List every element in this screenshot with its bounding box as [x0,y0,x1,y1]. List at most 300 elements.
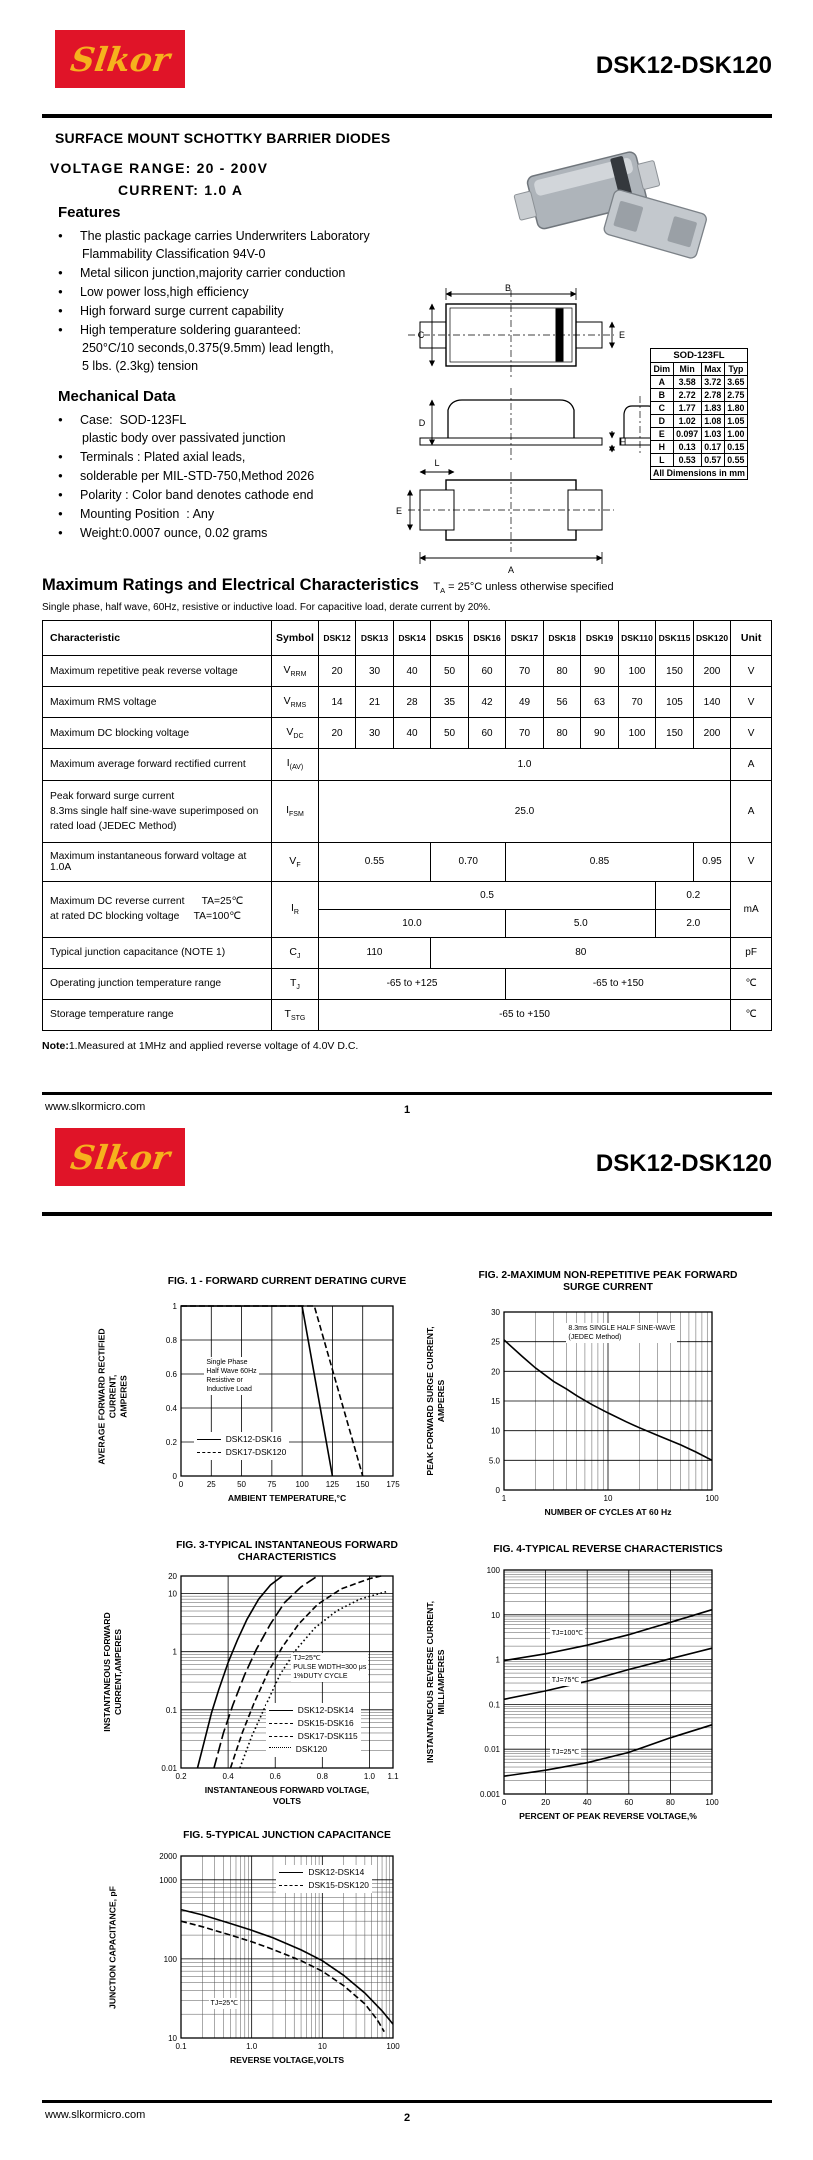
figure-5-junction-capacitance [85,1824,425,2076]
svg-text:0.8: 0.8 [316,1772,328,1781]
ratings-header-cell: DSK115 [656,621,694,656]
ratings-cell: 25.0 [318,780,731,842]
bullet-icon: ● [58,509,63,518]
svg-text:0.2: 0.2 [175,1772,187,1781]
dim-table-cell: 2.72 [673,389,701,402]
bullet-icon: ● [58,415,63,424]
bullet-item: ● Metal silicon junction,majority carrier conduction [58,266,346,280]
svg-text:0.6: 0.6 [165,1370,177,1379]
x-axis-label: AMBIENT TEMPERATURE,°C [227,1493,347,1503]
ratings-cell: ℃ [731,999,772,1030]
dim-table-header: Max [701,363,724,376]
legend-entry [197,1446,287,1459]
ratings-header-cell: DSK17 [506,621,544,656]
figure-title: FIG. 3-TYPICAL INSTANTANEOUS FORWARD CHARACTERISTICS [176,1540,398,1563]
ratings-cell: $V_{RMS}$ [272,687,319,718]
svg-text:0.01: 0.01 [484,1745,500,1755]
bullet-item: ● Low power loss,high efficiency [58,285,249,299]
ratings-header-cell: DSK120 [693,621,731,656]
svg-text:1.0: 1.0 [363,1772,376,1781]
dim-letter-A: A [507,565,515,575]
svg-text:10: 10 [491,1610,500,1620]
package-outline-drawing [388,276,663,578]
chart-series [504,1725,712,1776]
dim-letter-E2: E [395,506,403,516]
chart-canvas [408,1534,753,1844]
svg-text:100: 100 [295,1480,309,1489]
dim-table-cell: 1.02 [673,415,701,428]
svg-text:175: 175 [386,1480,400,1489]
svg-text:25: 25 [491,1337,500,1347]
dim-table-cell: A [651,376,674,389]
x-axis-label: INSTANTANEOUS FORWARD VOLTAGE, VOLTS [204,1785,370,1806]
dim-table-cell: 0.57 [701,454,724,467]
svg-text:10: 10 [168,1589,177,1599]
ratings-row [43,999,772,1030]
svg-text:0.1: 0.1 [165,1705,177,1715]
legend-entry [269,1743,358,1756]
dim-table-cell: 0.17 [701,441,724,454]
legend-label: DSK15-DSK120 [308,1880,369,1891]
ratings-cell: -65 to +150 [506,968,731,999]
mechanical-title: Mechanical Data [58,388,176,405]
svg-text:20: 20 [168,1572,177,1581]
ratings-header-cell: DSK13 [356,621,394,656]
svg-text:1: 1 [501,1494,507,1503]
dim-table-cell: 2.75 [724,389,747,402]
y-axis-label: INSTANTANEOUS FORWARD CURRENT,AMPERES [102,1612,123,1732]
brand-logo-2 [55,1128,185,1186]
ratings-cell: 90 [581,656,619,687]
dimension-table [650,348,748,480]
figure-title: FIG. 4-TYPICAL REVERSE CHARACTERISTICS [493,1544,723,1555]
chart-annotation: TJ=25℃ [551,1748,580,1756]
legend-line-sample [269,1710,293,1711]
ratings-cell: 50 [431,656,469,687]
dim-table-cell: E [651,428,674,441]
ratings-title: Maximum Ratings and Electrical Characteristics [42,576,419,594]
current-label: CURRENT: 1.0 A [118,182,244,198]
bullet-item: ● solderable per MIL-STD-750,Method 2026 [58,469,315,483]
ratings-cell: Maximum DC blocking voltage [43,718,272,749]
ratings-cell: 100 [618,718,656,749]
page-title-2: DSK12-DSK120 [595,1150,772,1177]
svg-text:100: 100 [705,1494,719,1503]
ratings-cell: 30 [356,656,394,687]
svg-text:0: 0 [178,1480,184,1489]
svg-text:75: 75 [267,1480,277,1489]
ratings-cell: -65 to +150 [318,999,731,1030]
page-title: DSK12-DSK120 [595,52,772,79]
ratings-cell: 60 [468,656,506,687]
ratings-cell: 20 [318,656,356,687]
dim-table-header: Typ [724,363,747,376]
bullet-icon: ● [58,231,63,240]
svg-text:50: 50 [237,1480,247,1489]
svg-text:2000: 2000 [159,1852,177,1861]
dim-letter-D: D [418,418,426,428]
ratings-row [43,780,772,842]
ratings-cell: 49 [506,687,544,718]
svg-text:0: 0 [172,1472,177,1481]
legend-entry [269,1717,358,1730]
ratings-condition: $T_A = 25^\circ C$ unless otherwise specified [433,581,614,596]
x-axis-label: PERCENT OF PEAK REVERSE VOLTAGE,% [519,1811,697,1821]
chart-annotation: TJ=100℃ [551,1630,584,1638]
legend-entry [197,1433,287,1446]
ratings-cell: $I_R$ [272,881,319,937]
ratings-cell: 150 [656,656,694,687]
chart-legend [194,1432,290,1460]
ratings-cell: 0.5 [318,881,656,909]
legend-label: DSK17-DSK115 [297,1730,358,1741]
ratings-cell: $C_J$ [272,937,319,968]
bullet-item: ● Mounting Position : Any [58,507,215,521]
package-3d-image [498,124,723,269]
ratings-cell: 70 [506,718,544,749]
ratings-row [43,937,772,968]
svg-text:25: 25 [206,1480,216,1489]
voltage-range-label: VOLTAGE RANGE: 20 - 200V [50,160,269,176]
chart-annotation: Single Phase Half Wave 60Hz Resistive or Inductive Load [206,1359,257,1393]
dim-letter-L: L [434,458,440,468]
chart-annotation: TJ=75℃ [551,1677,580,1685]
dim-table-cell: 3.72 [701,376,724,389]
ratings-row [43,718,772,749]
ratings-row [43,687,772,718]
svg-text:1: 1 [172,1647,177,1657]
dim-table-cell: H [651,441,674,454]
svg-text:15: 15 [491,1397,500,1406]
features-title: Features [58,204,121,221]
ratings-cell: A [731,749,772,780]
footer-url-1: www.slkormicro.com [45,1101,146,1113]
bullet-icon: ● [58,268,63,277]
chart-canvas [85,1534,425,1822]
svg-text:5.0: 5.0 [488,1456,500,1466]
legend-label: DSK15-DSK16 [297,1717,354,1728]
bullet-item: ● Terminals : Plated axial leads, [58,450,246,464]
chart-canvas [85,1272,425,1530]
bullet-item: ● The plastic package carries Underwriters Laboratory Flammability Classification 94V-0 [58,229,370,261]
legend-entry [279,1879,369,1892]
svg-text:30: 30 [491,1308,500,1317]
ratings-row [43,881,772,909]
footer-rule-1 [42,1092,772,1095]
ratings-cell: 200 [693,656,731,687]
bullet-icon: ● [58,306,63,315]
brand-logo-text-2: Slkor [67,1137,173,1177]
svg-text:0.1: 0.1 [488,1700,500,1710]
svg-text:10: 10 [317,2042,327,2051]
ratings-cell: 0.55 [318,842,431,881]
ratings-header-cell: DSK14 [393,621,431,656]
ratings-cell: Operating junction temperature range [43,968,272,999]
ratings-cell: 100 [618,656,656,687]
ratings-cell: 0.2 [656,881,731,909]
ratings-cell: 60 [468,718,506,749]
brand-logo [55,30,185,88]
ratings-cell: 21 [356,687,394,718]
dim-table-cell: 1.83 [701,402,724,415]
ratings-cell: 14 [318,687,356,718]
mechanical-list [58,411,408,542]
svg-text:1: 1 [172,1302,177,1311]
legend-entry [269,1730,358,1743]
figure-title: FIG. 1 - FORWARD CURRENT DERATING CURVE [167,1276,407,1287]
svg-text:10: 10 [168,2034,177,2043]
bullet-icon: ● [58,490,63,499]
legend-line-sample [269,1747,291,1752]
ratings-cell: pF [731,937,772,968]
ratings-cell: 80 [431,937,731,968]
ratings-cell: 2.0 [656,909,731,937]
dim-table-cell: 0.53 [673,454,701,467]
ratings-cell: 42 [468,687,506,718]
ratings-header-cell: DSK110 [618,621,656,656]
ratings-cell: 30 [356,718,394,749]
ratings-header-cell: DSK19 [581,621,619,656]
page-number-1: 1 [403,1104,411,1116]
svg-text:150: 150 [356,1480,370,1489]
svg-text:10: 10 [491,1426,500,1436]
figure-1-forward-current-derating [85,1272,425,1530]
ratings-cell: 110 [318,937,431,968]
ratings-header-cell: Unit [731,621,772,656]
chart-series [504,1610,712,1661]
bullet-item: ● High forward surge current capability [58,304,284,318]
legend-label: DSK12-DSK14 [297,1704,354,1715]
dim-table-header: Min [673,363,701,376]
ratings-cell: V [731,842,772,881]
chart-annotation: TJ=25℃ [210,1999,239,2007]
features-list [58,227,408,375]
svg-text:0.6: 0.6 [269,1772,281,1781]
ratings-cell: 28 [393,687,431,718]
ratings-cell: V [731,718,772,749]
svg-text:0.1: 0.1 [175,2042,187,2051]
footer-url-2: www.slkormicro.com [45,2109,146,2121]
legend-entry [269,1704,358,1717]
figure-title: FIG. 2-MAXIMUM NON-REPETITIVE PEAK FORWARD SURGE CURRENT [478,1270,738,1293]
dim-table-cell: 3.58 [673,376,701,389]
ratings-header-cell: Characteristic [43,621,272,656]
svg-text:20: 20 [541,1798,551,1807]
footer-rule-2 [42,2100,772,2103]
ratings-cell: 80 [543,718,581,749]
svg-text:0.4: 0.4 [165,1404,177,1413]
legend-line-sample [279,1872,303,1873]
ratings-header-cell: DSK16 [468,621,506,656]
y-axis-label: AVERAGE FORWARD RECTIFIED CURRENT, AMPERES [96,1328,129,1465]
ratings-cell: $T_J$ [272,968,319,999]
dim-table-cell: 1.08 [701,415,724,428]
ratings-cell: 35 [431,687,469,718]
ratings-cell: Maximum average forward rectified current [43,749,272,780]
ratings-cell: A [731,780,772,842]
svg-text:80: 80 [665,1798,675,1807]
svg-text:0.2: 0.2 [165,1438,177,1447]
ratings-cell: Typical junction capacitance (NOTE 1) [43,937,272,968]
chart-canvas [408,1264,753,1540]
svg-text:0.8: 0.8 [165,1336,177,1345]
ratings-cell: $V_F$ [272,842,319,881]
ratings-cell: $I_{FSM}$ [272,780,319,842]
dim-table-cell: 1.03 [701,428,724,441]
ratings-header-cell: DSK15 [431,621,469,656]
figure-4-reverse-characteristics [408,1534,753,1844]
bullet-icon: ● [58,528,63,537]
ratings-subtitle: Single phase, half wave, 60Hz, resistive or inductive load. For capacitive load, derate current by 20%. [42,602,491,614]
ratings-header-cell: DSK12 [318,621,356,656]
brand-logo-text: Slkor [67,39,173,79]
ratings-cell: -65 to +125 [318,968,506,999]
ratings-row [43,656,772,687]
bullet-item: ● Case: SOD-123FL plastic body over passivated junction [58,413,286,445]
legend-entry [279,1866,369,1879]
ratings-note: Note:1.Measured at 1MHz and applied reverse voltage of 4.0V D.C. [42,1039,359,1052]
svg-text:1000: 1000 [159,1875,177,1885]
svg-text:125: 125 [325,1480,340,1489]
dim-table-header: Dim [651,363,674,376]
ratings-cell: 80 [543,656,581,687]
svg-text:0.01: 0.01 [161,1764,177,1773]
legend-line-sample [197,1452,221,1453]
dim-letter-E: E [618,330,626,340]
dim-table-cell: D [651,415,674,428]
dim-letter-C: C [417,330,425,340]
ratings-cell: 50 [431,718,469,749]
dim-table-cell: 1.77 [673,402,701,415]
header-rule [42,114,772,118]
dim-table-cell: 0.55 [724,454,747,467]
ratings-cell: 1.0 [318,749,731,780]
ratings-cell: 140 [693,687,731,718]
ratings-cell: 40 [393,656,431,687]
x-axis-label: NUMBER OF CYCLES AT 60 Hz [544,1507,672,1517]
svg-text:1.1: 1.1 [387,1772,399,1781]
svg-text:100: 100 [386,2042,400,2051]
ratings-cell: $I_{(AV)}$ [272,749,319,780]
ratings-cell: V [731,656,772,687]
bullet-item: ● High temperature soldering guaranteed: 250°C/10 seconds,0.375(9.5mm) lead length, 5 lbs. (2.3kg) tension [58,323,334,373]
dim-table-cell: 0.097 [673,428,701,441]
bullet-item: ● Weight:0.0007 ounce, 0.02 grams [58,526,268,540]
svg-text:20: 20 [491,1367,500,1377]
ratings-cell: 63 [581,687,619,718]
dim-table-cell: 1.80 [724,402,747,415]
ratings-cell: 5.0 [506,909,656,937]
dim-table-cell: 2.78 [701,389,724,402]
legend-line-sample [269,1723,293,1724]
y-axis-label: JUNCTION CAPACITANCE, pF [107,1885,118,2009]
ratings-section [42,576,772,1052]
ratings-row [43,749,772,780]
ratings-table [42,620,772,1031]
svg-text:60: 60 [624,1798,634,1807]
ratings-header-cell: Symbol [272,621,319,656]
ratings-cell: Maximum DC reverse current TA=25℃ at rated DC blocking voltage TA=100℃ [43,881,272,937]
bullet-icon: ● [58,287,63,296]
dim-table-cell: 3.65 [724,376,747,389]
ratings-cell: 40 [393,718,431,749]
header-rule-2 [42,1212,772,1216]
bullet-icon: ● [58,452,63,461]
legend-line-sample [269,1736,293,1737]
ratings-cell: $V_{RRM}$ [272,656,319,687]
ratings-cell: ℃ [731,968,772,999]
dimension-table-wrap [650,348,748,480]
legend-label: DSK12-DSK14 [308,1867,365,1878]
svg-text:0: 0 [495,1486,500,1495]
dim-table-cell: 0.13 [673,441,701,454]
ratings-cell: 70 [506,656,544,687]
x-axis-label: REVERSE VOLTAGE,VOLTS [229,2055,345,2065]
svg-text:0.001: 0.001 [479,1790,500,1799]
dim-table-cell: C [651,402,674,415]
ratings-cell: $T_{STG}$ [272,999,319,1030]
dim-table-footer: All Dimensions in mm [651,467,748,480]
svg-text:40: 40 [582,1798,592,1807]
svg-text:0: 0 [501,1798,507,1807]
document-heading: SURFACE MOUNT SCHOTTKY BARRIER DIODES [55,130,391,146]
ratings-cell: 20 [318,718,356,749]
ratings-cell: 200 [693,718,731,749]
ratings-cell: 0.70 [431,842,506,881]
ratings-cell: 70 [618,687,656,718]
ratings-cell: 90 [581,718,619,749]
chart-legend [276,1865,372,1893]
ratings-cell: mA [731,881,772,937]
y-axis-label: PEAK FORWARD SURGE CURRENT, AMPERES [425,1326,446,1476]
bullet-icon: ● [58,325,63,334]
svg-text:1: 1 [495,1655,500,1665]
legend-label: DSK17-DSK120 [225,1446,287,1457]
svg-text:100: 100 [486,1566,500,1575]
legend-line-sample [279,1885,303,1886]
dim-table-cell: 1.05 [724,415,747,428]
ratings-header-cell: DSK18 [543,621,581,656]
dim-table-title: SOD-123FL [651,349,748,363]
figure-2-peak-forward-surge [408,1264,753,1540]
ratings-cell: Storage temperature range [43,999,272,1030]
ratings-row [43,842,772,881]
ratings-cell: Maximum repetitive peak reverse voltage [43,656,272,687]
legend-label: DSK12-DSK16 [225,1433,282,1444]
svg-text:100: 100 [705,1798,719,1807]
chart-annotation: TJ=25℃ PULSE WIDTH=300 μs 1%DUTY CYCLE [293,1654,367,1680]
page-number-2: 2 [403,2112,411,2124]
dim-table-cell: L [651,454,674,467]
ratings-cell: Peak forward surge current 8.3ms single half sine-wave superimposed on rated load (JEDEC Method) [43,780,272,842]
legend-label: DSK120 [295,1743,327,1754]
ratings-cell: V [731,687,772,718]
bullet-icon: ● [58,471,63,480]
svg-text:100: 100 [163,1954,177,1964]
ratings-cell: 0.95 [693,842,731,881]
dim-letter-B: B [504,283,512,293]
y-axis-label: INSTANTANEOUS REVERSE CURRENT, MILLIAMPERES [425,1600,446,1764]
svg-text:1.0: 1.0 [246,2042,258,2051]
chart-legend [266,1703,361,1757]
ratings-row [43,968,772,999]
ratings-cell: Maximum instantaneous forward voltage at 1.0A [43,842,272,881]
features-mechanical-column [58,204,408,543]
svg-text:0.4: 0.4 [222,1772,234,1781]
ratings-cell: 0.85 [506,842,694,881]
chart-annotation: 8.3ms SINGLE HALF SINE-WAVE (JEDEC Method) [568,1324,676,1341]
ratings-cell: Maximum RMS voltage [43,687,272,718]
